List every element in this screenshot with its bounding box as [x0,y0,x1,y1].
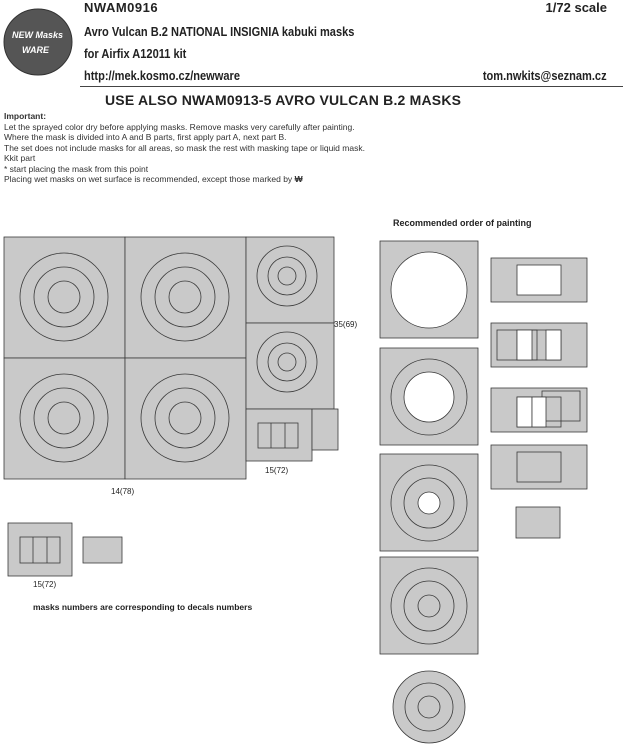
instructions [4,111,365,185]
painting-order-fin-flash [491,258,587,538]
dimension-label: 15(72) [33,580,57,589]
instruction-line: Where the mask is divided into A and B parts, first apply part A, next part B. [4,132,287,142]
scale-label: 1/72 scale [545,0,607,15]
painting-order-title: Recommended order of painting [393,218,532,228]
newware-logo [4,9,72,75]
painting-order-roundels [380,241,478,743]
title-line-2: for Airfix A12011 kit [84,46,187,61]
logo-text-bottom: WARE [22,45,49,55]
decal-numbers-note: masks numbers are corresponding to decals numbers [33,602,253,612]
dimension-label: 14(78) [111,487,135,496]
instruction-line: Let the sprayed color dry before applying masks. Remove masks very carefully after painting. [4,121,355,132]
header-divider [80,86,623,87]
instruction-line [4,174,365,185]
use-also-note: USE ALSO NWAM0913-5 AVRO VULCAN B.2 MASKS [105,92,462,108]
secondary-mask-sheet [8,523,122,576]
main-mask-sheet [4,237,338,479]
dimension-label: 35(69) [334,320,358,329]
title-line-1: Avro Vulcan B.2 NATIONAL INSIGNIA kabuki masks [84,24,355,39]
instruction-line: The set does not include masks for all areas, so mask the rest with masking tape or liquid mask. [4,142,365,153]
instruction-line: Kkit part [4,153,36,163]
instructions-heading: Important: [4,111,47,121]
wet-mark-icon: ₩ [294,174,303,184]
logo-text-top: NEW Masks [12,30,64,40]
website-link[interactable]: http://mek.kosmo.cz/newware [84,68,240,83]
product-code: NWAM0916 [84,0,159,15]
dimension-label: 15(72) [265,466,289,475]
instruction-text: Placing wet masks on wet surface is recommended, except those marked by [4,174,293,184]
email-link[interactable]: tom.nwkits@seznam.cz [483,68,607,83]
instruction-line: * start placing the mask from this point [4,163,149,174]
